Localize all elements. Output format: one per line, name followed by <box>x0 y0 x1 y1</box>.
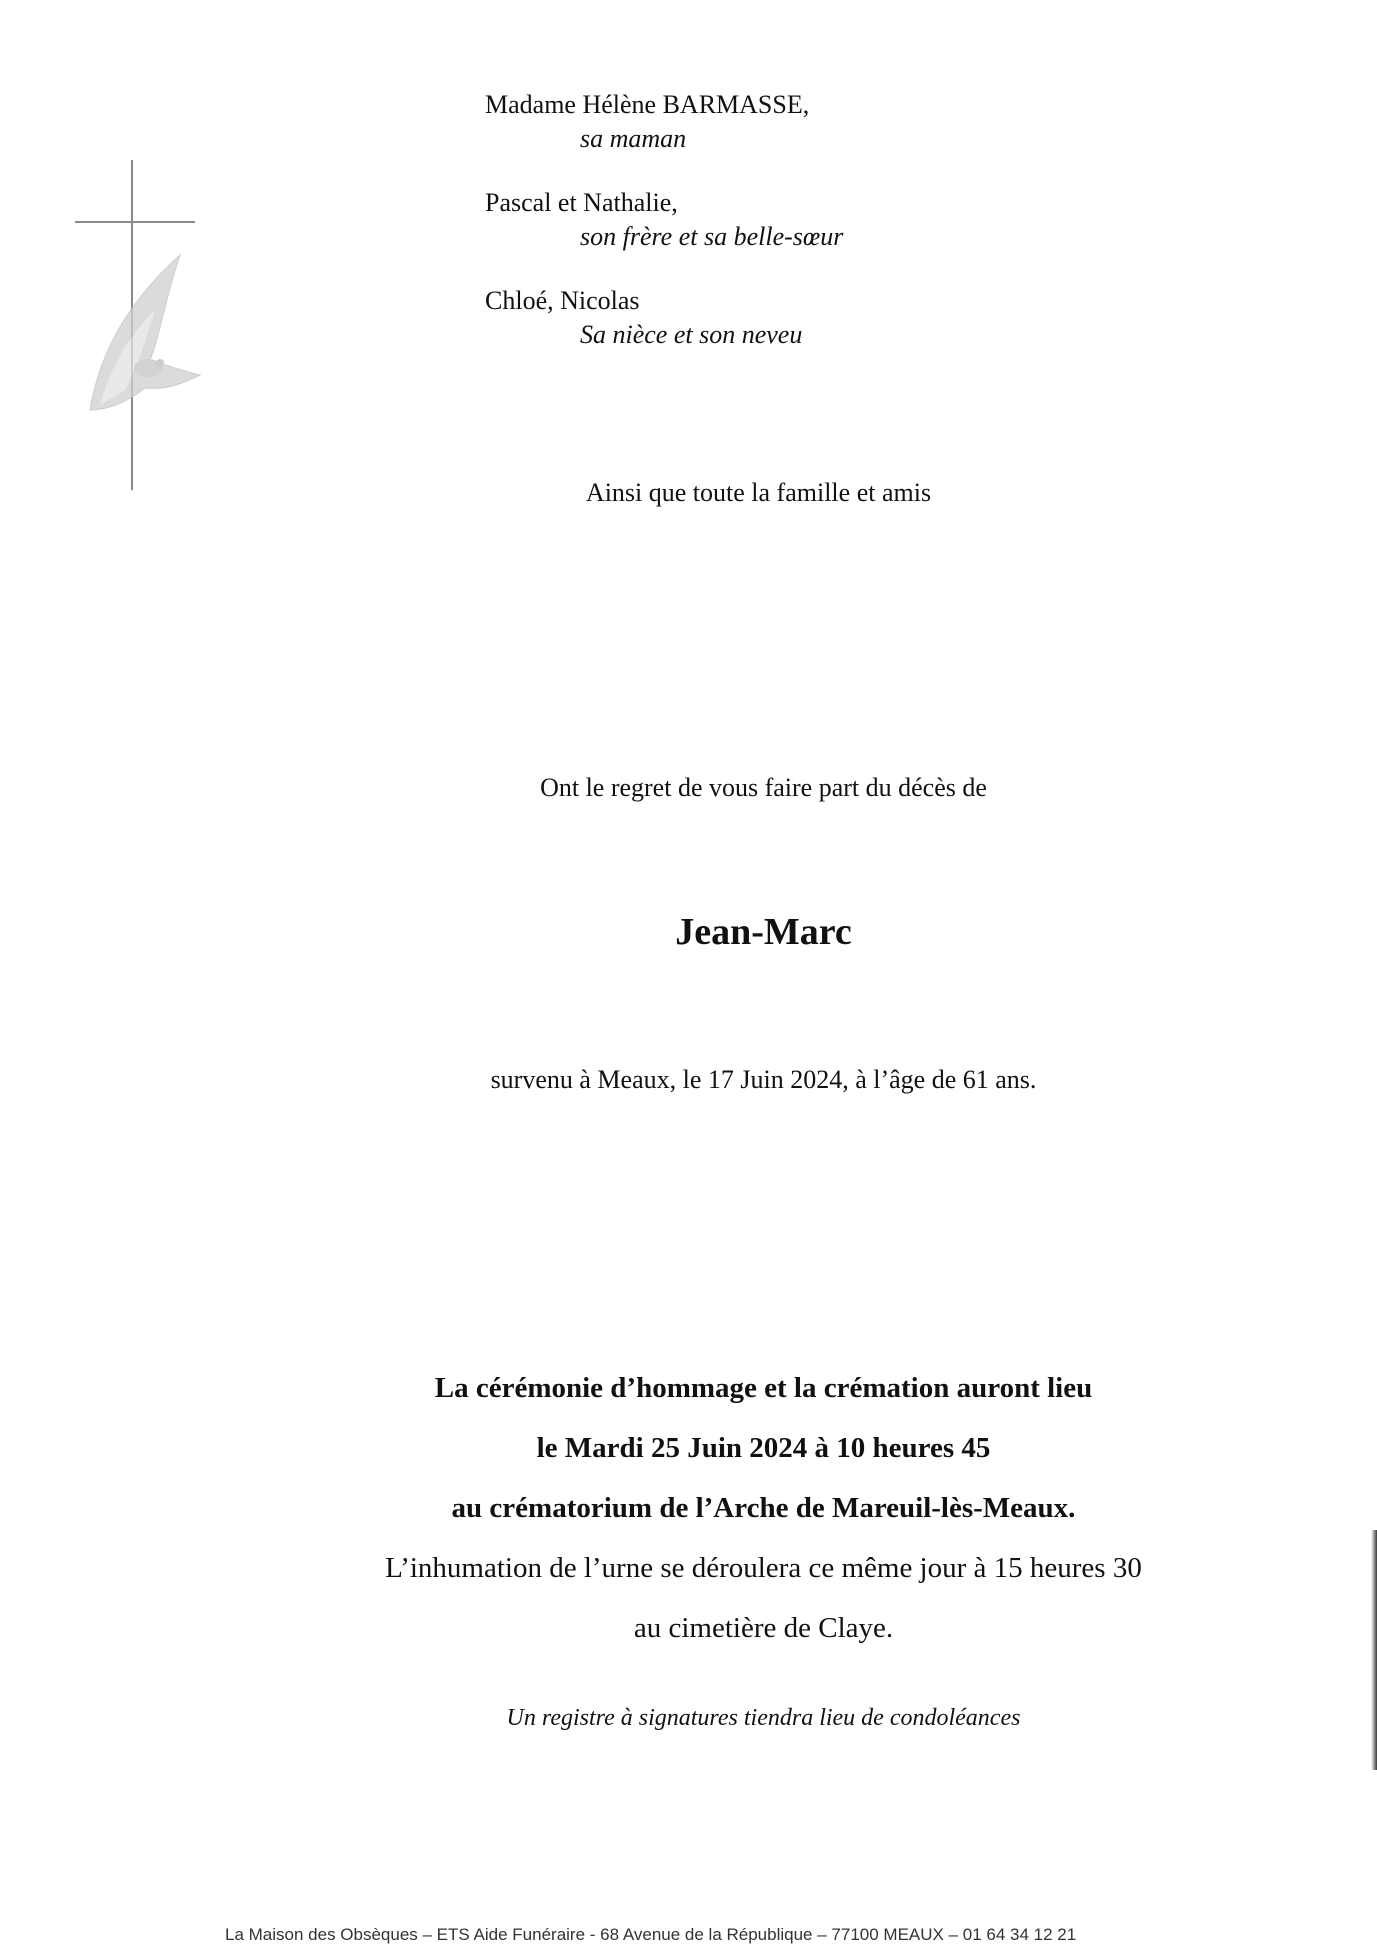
registry-note: Un registre à signatures tiendra lieu de condoléances <box>506 1705 1021 1731</box>
family-entry <box>485 284 843 352</box>
family-entry <box>485 186 843 254</box>
ceremony-line: La cérémonie d’hommage et la crémation auront lieu <box>434 1372 1093 1404</box>
family-member-name: Madame Hélène BARMASSE, <box>485 90 810 119</box>
funeral-home-footer: La Maison des Obsèques – ETS Aide Funéraire - 68 Avenue de la République – 77100 MEAUX – 01 64 34 12 21 <box>225 1925 1077 1944</box>
family-member-relation: son frère et sa belle-sœur <box>580 222 844 251</box>
cross-icon <box>70 160 210 500</box>
ceremony-details <box>0 1358 1377 1658</box>
dove-icon <box>90 255 200 410</box>
deceased-name: Jean-Marc <box>675 911 852 953</box>
family-member-name: Pascal et Nathalie, <box>485 188 678 217</box>
burial-line: L’inhumation de l’urne se déroulera ce même jour à 15 heures 30 <box>385 1552 1142 1584</box>
ceremony-place: au crématorium de l’Arche de Mareuil-lès-Meaux. <box>451 1492 1076 1524</box>
family-entry <box>485 88 843 156</box>
regret-line: Ont le regret de vous faire part du décès de <box>540 773 987 802</box>
friends-line: Ainsi que toute la famille et amis <box>585 478 932 507</box>
family-list <box>485 88 843 382</box>
family-member-relation: Sa nièce et son neveu <box>580 320 803 349</box>
ceremony-date: le Mardi 25 Juin 2024 à 10 heures 45 <box>536 1432 991 1464</box>
family-member-relation: sa maman <box>580 124 687 153</box>
burial-place: au cimetière de Claye. <box>633 1612 894 1644</box>
death-info: survenu à Meaux, le 17 Juin 2024, à l’âge de 61 ans. <box>490 1065 1037 1094</box>
cross-dove-emblem <box>70 160 210 500</box>
family-member-name: Chloé, Nicolas <box>485 286 640 315</box>
